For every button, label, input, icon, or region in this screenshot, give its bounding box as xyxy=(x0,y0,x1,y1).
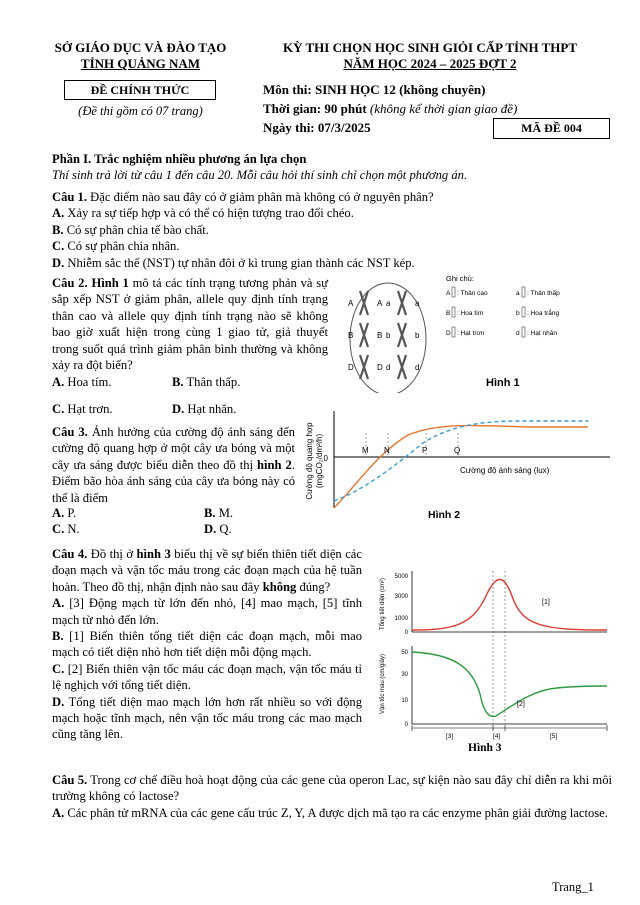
date-label: Ngày thi: xyxy=(263,120,318,135)
question-2-options-cd xyxy=(52,401,328,417)
option-c[interactable]: C. N. xyxy=(52,522,80,536)
school-year: NĂM HỌC 2024 – 2025 ĐỢT 2 xyxy=(343,56,517,71)
sun-plant-curve xyxy=(334,421,588,501)
cross-section-curve xyxy=(412,580,607,631)
chromosome-pairs xyxy=(348,291,420,379)
figure-2 xyxy=(298,403,618,523)
department-name: SỞ GIÁO DỤC VÀ ĐÀO TẠO xyxy=(54,40,227,55)
legend-text: : Thân thấp xyxy=(527,290,560,297)
allele-label: B xyxy=(377,331,383,340)
option-b[interactable]: B. [1] Biến thiên tổng tiết diện các đoạn mạch, mỗi mao mạch có tiết diện nhỏ hơn tiết diện mỗi động mạch. xyxy=(52,629,362,660)
allele-icon xyxy=(522,327,525,337)
time-label: Thời gian: xyxy=(263,101,325,116)
legend-text: : Hạt trơn xyxy=(457,330,485,337)
option-a[interactable]: A. Các phân tử mRNA của các gene cấu trúc Z, Y, A được dịch mã tạo ra các enzyme phân giải đường lactose. xyxy=(52,805,608,820)
tick-label: 3000 xyxy=(394,594,408,600)
header-right xyxy=(255,40,605,72)
point-label: M xyxy=(362,446,369,455)
point-label: N xyxy=(384,446,390,455)
chromosome xyxy=(360,323,368,347)
allele-label: a xyxy=(415,299,420,308)
allele-icon xyxy=(452,327,455,337)
header-left xyxy=(38,40,243,72)
question-number: Câu 5. xyxy=(52,773,88,787)
allele-label: d xyxy=(415,363,420,372)
legend-text: : Hoa trắng xyxy=(527,310,560,317)
figure-caption: Hình 1 xyxy=(486,377,520,389)
legend-title: Ghi chú: xyxy=(446,275,474,283)
tick-label: 50 xyxy=(401,650,408,656)
question-number: Câu 1. xyxy=(52,190,87,204)
legend xyxy=(446,287,560,337)
figure-caption: Hình 2 xyxy=(428,509,461,521)
option-a[interactable]: A. Hoa tím. xyxy=(52,375,112,389)
legend-allele: B xyxy=(446,310,451,317)
tick-label: 5000 xyxy=(394,574,408,580)
x-axis-label: Cường độ ánh sáng (lux) xyxy=(460,466,550,475)
tick-label: 30 xyxy=(401,672,408,678)
question-3-options xyxy=(52,505,295,537)
allele-label: D xyxy=(377,363,383,372)
figure-3-caption: Hình 3 xyxy=(468,742,502,754)
option-c[interactable]: C. [2] Biến thiên vận tốc máu các đoạn mạch, vận tốc máu tỉ lệ nghịch với tổng tiết diện. xyxy=(52,661,362,693)
tick-label: 10 xyxy=(401,698,408,704)
question-2-options xyxy=(52,374,328,390)
chromosome xyxy=(398,355,406,379)
chromosome xyxy=(360,355,368,379)
part-instructions: Thí sinh trả lời từ câu 1 đến câu 20. Mỗi câu hỏi thí sinh chỉ chọn một phương án. xyxy=(52,168,468,182)
allele-label: a xyxy=(386,299,391,308)
chromosome xyxy=(398,323,406,347)
exam-title: KỲ THI CHỌN HỌC SINH GIỎI CẤP TỈNH THPT xyxy=(282,40,577,55)
legend-allele: b xyxy=(516,310,520,317)
figure-1 xyxy=(338,275,613,393)
option-b[interactable]: B. M. xyxy=(204,506,234,520)
top-ticks xyxy=(395,574,409,636)
legend-text: : Hoa tím xyxy=(457,310,484,317)
question-text: mô tả các tính trạng tương phản và sự sắp xếp NST ở giảm phân, allele quy định tính trạng thân cao và allele quy định tính trạng nào sẽ không bao giờ xuất hiện trong cùng 1 giao tử, giả thuyết trong suốt quá trình giảm phân bình thường và không xảy ra đột biến? xyxy=(52,276,328,373)
legend-allele: d xyxy=(516,330,520,337)
legend-allele: D xyxy=(446,330,451,337)
point-label: Q xyxy=(454,446,461,455)
question-1 xyxy=(52,189,612,271)
time-note: (không kể thời gian giao đề) xyxy=(369,101,518,116)
option-b[interactable]: B. Có sự phân chia tế bào chất. xyxy=(52,222,209,237)
legend-text: : Hạt nhăn xyxy=(527,330,557,337)
question-number: Câu 3. xyxy=(52,425,88,439)
legend-text: : Thân cao xyxy=(457,290,488,297)
label-3: [3] xyxy=(446,733,454,740)
bottom-y-label: Vận tốc máu (cm/giây) xyxy=(380,653,386,715)
chromosome xyxy=(398,291,406,315)
subject-label: Môn thi: xyxy=(263,82,315,97)
option-d[interactable]: D. Tổng tiết diện mao mạch lớn hơn rất nhiều so với động mạch hoặc tĩnh mạch, nên vận tốc máu trong các mao mạch cũng tăng lên. xyxy=(52,694,362,742)
question-3: Câu 3. Ảnh hưởng của cường độ ánh sáng đến cường độ quang hợp ở một cây ưa bóng và một cây ưa sáng được biểu diễn theo đồ thị hình 2. Điểm bão hòa ánh sáng của cây ưa bóng này có thể là điểm xyxy=(52,425,295,505)
allele-label: b xyxy=(415,331,420,340)
figure-ref: Hình 1 xyxy=(91,276,129,290)
y-axis-unit: (mgCO₂/dm²/h) xyxy=(315,433,324,489)
figure-3 xyxy=(372,566,612,744)
allele-icon xyxy=(522,307,525,317)
option-a[interactable]: A. P. xyxy=(52,506,77,520)
option-d[interactable]: D. Q. xyxy=(204,522,232,536)
point-label: P xyxy=(422,446,428,455)
province-name: TỈNH QUẢNG NAM xyxy=(80,56,201,71)
chromosome xyxy=(360,291,368,315)
option-b[interactable]: B. Thân thấp. xyxy=(172,375,241,389)
part-title: Phần I. Trắc nghiệm nhiều phương án lựa chọn xyxy=(52,152,307,166)
legend-allele: A xyxy=(446,290,451,297)
question-2 xyxy=(52,275,328,373)
label-1: [1] xyxy=(542,599,550,606)
allele-icon xyxy=(452,307,455,317)
tick-label: 0 xyxy=(404,630,408,636)
allele-label: d xyxy=(386,363,391,372)
y-axis-label: Cường độ quang hợp xyxy=(305,422,314,500)
top-y-label: Tổng tiết diện (cm²) xyxy=(380,577,386,631)
points xyxy=(362,433,460,457)
allele-label: D xyxy=(348,363,354,372)
question-number: Câu 4. xyxy=(52,547,88,561)
allele-label: A xyxy=(348,299,354,308)
official-label: ĐỀ CHÍNH THỨC xyxy=(64,80,216,100)
question-number: Câu 2. xyxy=(52,276,88,290)
tick-label: 1000 xyxy=(394,616,408,622)
label-5: [5] xyxy=(550,733,558,740)
origin-label: 0 xyxy=(323,454,328,463)
exam-code: MÃ ĐỀ 004 xyxy=(493,118,610,139)
time-value: 90 phút xyxy=(324,101,370,116)
allele-icon xyxy=(522,287,525,297)
option-a[interactable]: A. Xảy ra sự tiếp hợp và có thể có hiện tượng trao đổi chéo. xyxy=(52,206,354,221)
tick-label: 0 xyxy=(404,722,408,728)
bottom-ticks xyxy=(401,650,408,728)
option-c[interactable]: C. Hạt trơn. xyxy=(52,402,113,416)
subject-value: SINH HỌC 12 (không chuyên) xyxy=(315,82,486,97)
allele-label: B xyxy=(348,331,354,340)
option-d[interactable]: D. Nhiễm sắc thể (NST) tự nhân đôi ở kì trung gian thành các NST kép. xyxy=(52,255,415,270)
question-text: Đặc điểm nào sau đây có ở giảm phân mà không có ở nguyên phân? xyxy=(87,190,434,204)
question-4: Câu 4. Đồ thị ở hình 3 biểu thị về sự biến thiên tiết diện các đoạn mạch và vận tốc máu trong các đoạn mạch của hệ tuần hoàn. Theo đồ thị, nhận định nào sau đây không đúng? A. [3] Động mạch từ lớn đến nhỏ, [4] mao mạch, [5] tĩnh mạch từ nhỏ đến lớn. B. [1] Biến thiên tổng tiết diện các đoạn mạch, mỗi mao mạch có tiết diện nhỏ hơn tiết diện mỗi động mạch. C. [2] Biến thiên vận tốc máu các đoạn mạch, vận tốc máu tỉ lệ nghịch với tổng tiết diện. D. Tổng tiết diện mao mạch lớn hơn rất nhiều so với động mạch hoặc tĩnh mạch, nên vận tốc máu trong các mao mạch cũng tăng lên. xyxy=(52,547,362,742)
allele-label: b xyxy=(386,331,391,340)
option-a[interactable]: A. [3] Động mạch từ lớn đến nhỏ, [4] mao mạch, [5] tĩnh mạch từ nhỏ đến lớn. xyxy=(52,596,362,627)
label-4: [4] xyxy=(493,733,501,740)
legend-allele: a xyxy=(516,290,520,297)
option-c[interactable]: C. Có sự phân chia nhân. xyxy=(52,239,180,254)
allele-icon xyxy=(452,287,455,297)
date-value: 07/3/2025 xyxy=(317,120,371,135)
option-d[interactable]: D. Hạt nhăn. xyxy=(172,402,237,416)
page-number: Trang_1 xyxy=(552,880,594,894)
allele-label: A xyxy=(377,299,383,308)
question-5: Câu 5. Trong cơ chế điều hoà hoạt động của các gene của operon Lac, sự kiện nào sau đây chỉ diễn ra khi môi trường không có lactose? A. Các phân tử mRNA của các gene cấu trúc Z, Y, A được dịch mã tạo ra các enzyme phân giải đường lactose. xyxy=(52,773,612,820)
velocity-curve xyxy=(412,652,607,716)
pages-note: (Đề thi gồm có 07 trang) xyxy=(78,104,203,118)
label-2: [2] xyxy=(517,701,525,708)
